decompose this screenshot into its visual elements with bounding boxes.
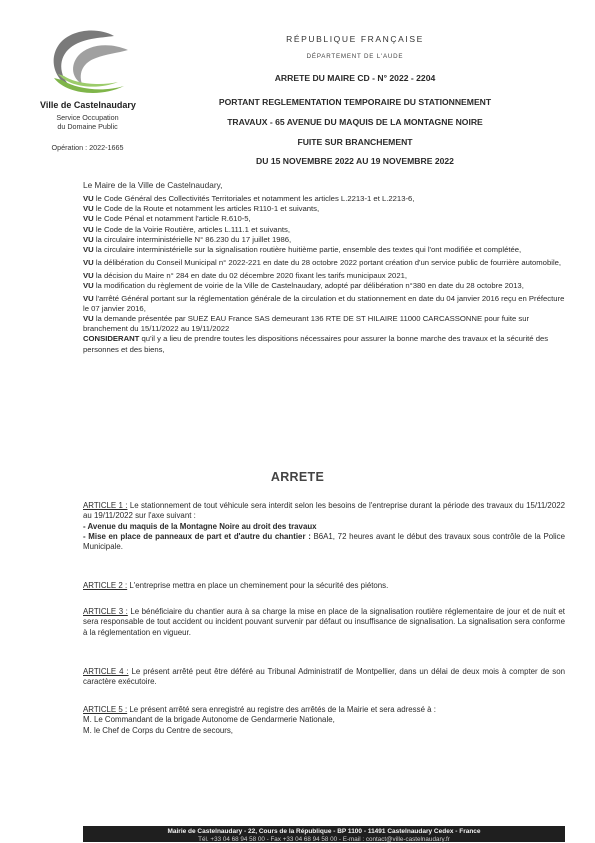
visa-text: le Code de la Voirie Routière, articles L.111.1 et suivants, [93,224,290,234]
visa-keyword: VU [83,214,94,224]
article-1 [83,501,565,552]
article-5-recipient-1: M. Le Commandant de la brigade Autonome de Gendarmerie Nationale, [83,715,335,725]
service-line-2: du Domaine Public [57,122,118,131]
mayor-intro: Le Maire de la Ville de Castelnaudary, [83,180,223,190]
article-1-label: ARTICLE 1 : [83,501,128,510]
visa-text: la modification du règlement de voirie de la Ville de Castelnaudary, adopté par délibération n°380 en date du 28 octobre 2013, [93,280,524,290]
visa-item [83,225,565,235]
visa-item [83,235,565,245]
footer-bar [83,826,565,842]
article-1-bullet-1: - Avenue du maquis de la Montagne Noire au droit des travaux [83,521,317,531]
article-1-bullet-2-bold: - Mise en place de panneaux de part et d'autre du chantier : [83,531,311,541]
visa-keyword: VU [83,245,94,255]
city-name: Ville de Castelnaudary [40,100,136,110]
decree-number-title: ARRETE DU MAIRE CD - N° 2022 - 2204 [274,73,436,83]
visa-keyword: VU [83,270,94,280]
visa-text: la circulaire interministérielle sur la signalisation routière huitième partie, ensemble des textes qui l'ont modifiée et complétée, [93,245,522,255]
visa-keyword: VU [83,257,94,267]
visa-item [83,281,565,291]
decree-location-title: TRAVAUX - 65 AVENUE DU MAQUIS DE LA MONTAGNE NOIRE [227,117,483,127]
article-1-text: Le stationnement de tout véhicule sera interdit selon les besoins de l'entreprise durant la période des travaux du 15/11/2022 au 19/11/2022 sur l'axe suivant : [83,501,565,521]
visa-text: la demande présentée par SUEZ EAU France SAS demeurant 136 RTE DE ST HILAIRE 11000 CARCASSONNE pour fuite sur branchement du 15/11/2022 au 19/11/2022 [83,314,530,334]
service-line-1: Service Occupation [56,113,119,122]
arrete-heading: ARRETE [270,470,325,484]
decree-subject-title: PORTANT REGLEMENTATION TEMPORAIRE DU STATIONNEMENT [218,97,492,107]
visa-keyword: VU [83,314,94,324]
republique-francaise: RÉPUBLIQUE FRANÇAISE [286,34,424,44]
article-5-label: ARTICLE 5 : [83,705,128,714]
visa-text: la décision du Maire n° 284 en date du 02 décembre 2020 fixant les tarifs municipaux 2021, [93,270,408,280]
visa-item [83,258,565,268]
visa-keyword: VU [83,293,94,303]
footer-address: Mairie de Castelnaudary - 22, Cours de la République - BP 1100 - 11491 Castelnaudary Cedex - France [167,828,481,835]
visa-text: la délibération du Conseil Municipal n° 2022-221 en date du 28 octobre 2022 portant création d'un service public de fourrière automobile, [93,257,562,267]
visas-list [83,194,565,355]
decree-reason-title: FUITE SUR BRANCHEMENT [297,137,413,147]
considerant-item [83,334,565,354]
visa-item [83,314,565,334]
article-4-text: Le présent arrêté peut être déféré au Tribunal Administratif de Montpellier, dans un délai de deux mois à compter de son caractère exécutoire. [83,667,565,687]
article-2-label: ARTICLE 2 : [83,581,128,590]
visa-item [83,194,565,204]
visa-text: le Code Pénal et notamment l'article R.610-5, [93,214,251,224]
article-3-text: Le bénéficiaire du chantier aura à sa charge la mise en place de la signalisation routière réglementaire de jour et de nuit et sera responsable de tout accident ou incident pouvant survenir par défaut ou insuffisance de signalisation. La signalisation sera conforme à la réglementation en vigueur. [83,607,565,637]
considerant-text: qu'il y a lieu de prendre toutes les dispositions nécessaires pour assurer la bonne marche des travaux et la sécurité des personnes et des biens, [83,334,549,354]
article-5-recipient-2: M. le Chef de Corps du Centre de secours, [83,725,233,735]
service-name [40,113,135,131]
visa-item [83,204,565,214]
visa-text: la circulaire interministérielle N° 86.230 du 17 juillet 1986, [93,234,292,244]
article-4-label: ARTICLE 4 : [83,667,129,676]
considerant-keyword: CONSIDERANT [83,334,140,344]
visa-keyword: VU [83,234,94,244]
visa-item [83,245,565,255]
article-3 [83,607,565,638]
footer-contact: Tél. +33 04 68 94 58 00 - Fax +33 04 68 94 58 00 - E-mail : contact@ville-castelnaudary.fr [198,836,450,843]
article-2-text: L'entreprise mettra en place un cheminement pour la sécurité des piétons. [127,581,389,590]
article-1-bullet-2-text: B6A1, 72 heures avant le début des travaux sous contrôle de la Police Municipale. [83,531,565,552]
visa-keyword: VU [83,204,94,214]
article-3-label: ARTICLE 3 : [83,607,128,616]
departement-aude: DÉPARTEMENT DE L'AUDE [306,53,404,60]
article-2 [83,581,565,591]
visa-keyword: VU [83,224,94,234]
visa-keyword: VU [83,194,94,203]
article-4 [83,667,565,688]
operation-number: Opération : 2022-1665 [51,143,124,152]
visa-item [83,294,565,314]
visa-item [83,271,565,281]
visa-text: l'arrêté Général portant sur la réglementation générale de la circulation et du stationnement en date du 04 janvier 2016 reçu en Préfecture le 07 janvier 2016, [83,293,565,313]
decree-dates-title: DU 15 NOVEMBRE 2022 AU 19 NOVEMBRE 2022 [256,156,454,166]
visa-text: le Code Général des Collectivités Territoriales et notamment les articles L.2213-1 et L.2213-6, [93,194,415,203]
article-5-text: Le présent arrêté sera enregistré au registre des arrêtés de la Mairie et sera adressé à : [127,705,436,714]
article-5 [83,705,565,736]
castelnaudary-logo [40,28,135,96]
visa-text: le Code de la Route et notamment les articles R110-1 et suivants, [93,204,320,214]
visa-keyword: VU [83,280,94,290]
visa-item [83,214,565,224]
